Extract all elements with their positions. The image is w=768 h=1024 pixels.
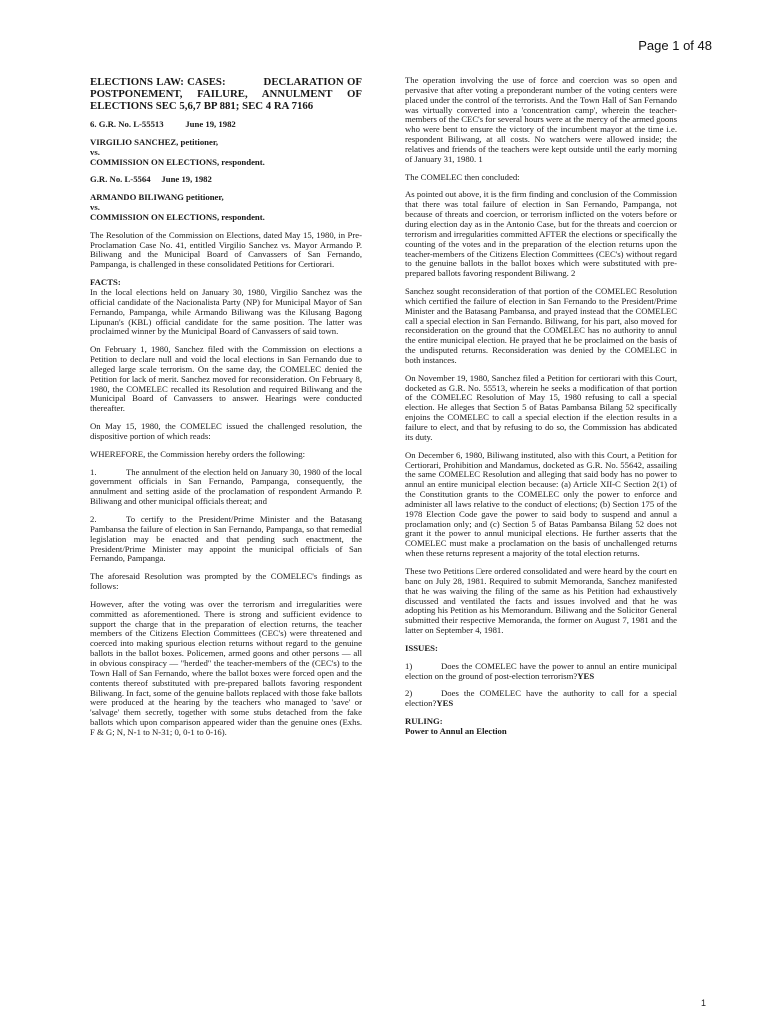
- issue-1-number: 1): [405, 660, 413, 671]
- case1-respondent: COMMISSION ON ELECTIONS, respondent.: [90, 156, 265, 167]
- order-item-2-number: 2.: [90, 514, 97, 524]
- issue-2-answer: YES: [436, 698, 454, 709]
- aforesaid-paragraph: The aforesaid Resolution was prompted by the COMELEC's findings as follows:: [90, 571, 362, 592]
- issue-2: [405, 689, 677, 709]
- consolidated-paragraph: These two Petitions □ere ordered consolidated and were heard by the court en banc on July 28, 1981. Required to submit Memoranda, Sanchez manifested that he was waiving the filing of the same as his Petition had exhaustively discussed and ventilated the facts and issues involved and that he was adopting his Petition as his Memorandum. Biliwang and the Solicitor General submitted their respective Memoranda, the former on August 7, 1981 and the latter on September 4, 1981.: [405, 565, 677, 636]
- left-column: [90, 76, 362, 746]
- order-item-1: [90, 468, 362, 507]
- pointed-out-paragraph: As pointed out above, it is the firm finding and conclusion of the Commission that there was total failure of election in San Fernando, Pampanga, not because of threats and coercion, or terrorism inflicted on the voters before or during election day as in the Antonio Case, but for the threats and coercion or terrorism and irregularities committed AFTER the elections or specifically the counting of the votes and in the preparation of the election returns upon the teacher-members of the Citizens Election Committees (CEC's) without regard to the genuine ballots in the ballot boxes which were substituted with pre-prepared ballots favoring respondent Biliwang. 2: [405, 189, 677, 279]
- concluded-paragraph: The COMELEC then concluded:: [405, 171, 520, 182]
- issue-1: [405, 662, 677, 682]
- case1-vs: vs.: [90, 146, 100, 157]
- dec6-paragraph: On December 6, 1980, Biliwang instituted, also with this Court, a Petition for Certiorari, Prohibition and Mandamus, docketed as G.R. No. 55642, assailing the same COMELEC Resolution and alleging that said body has no power to annul an entire municipal election because: (a) Article XII-C Section 2(1) of the Constitution grants to the COMELEC only the power to enforce and administer all laws relative to the conduct of elections; (b) Section 175 of the 1978 Election Code gave the power to said body to suspend and annul a proclamation only; and (c) Section 5 of Batas Pambansa Bilang 52 does not grant it the power to annul municipal elections. He further asserts that the COMELEC must make a proclamation on the basis of unchallenged returns when these returns represent a majority of the total election returns.: [405, 449, 677, 559]
- case2-respondent: COMMISSION ON ELECTIONS, respondent.: [90, 211, 265, 222]
- title-part-a: ELECTIONS LAW: CASES:: [90, 76, 226, 88]
- operation-paragraph: The operation involving the use of force and coercion was so open and pervasive that after voting a preponderant number of the voting centers were placed under the control of the terrorists. And the Town Hall of San Fernando was virtually converted into a 'concentration camp', wherein the teacher-members of the CEC's for several hours were at the mercy of the armed goons who were bent to ensure the victory of the incumbent mayor at the time i.e. respondent Biliwang, at all costs. No watchers were allowed inside; the relatives and friends of the teachers were kept outside until the early morning of January 31, 1980. 1: [405, 75, 677, 164]
- issue-2-number: 2): [405, 688, 413, 699]
- ruling-subheading: Power to Annul an Election: [405, 725, 507, 736]
- ruling-heading: RULING:: [405, 716, 443, 727]
- intro-paragraph: The Resolution of the Commission on Elections, dated May 15, 1980, in Pre-Proclamation Case No. 41, entitled Virgilio Sanchez vs. Mayor Armando P. Biliwang and the Municipal Board of Canvassers of San Fernando, Pampanga, is challenged in these consolidated Petitions for Certiorari.: [90, 229, 362, 270]
- order-item-2-text: To certify to the President/Prime Minister and the Batasang Pambansa the failure of election in San Fernando, Pampanga, so that remedial legislation may be enacted and that pending such enactment, the President/Prime Minister may appoint the municipal officials of San Fernando, Pampanga.: [90, 514, 362, 564]
- sanchez-sought-paragraph: Sanchez sought reconsideration of that portion of the COMELEC Resolution which certified the failure of election in San Fernando to the President/Prime Minister and the Batasang Pambansa, and prayed instead that the COMELEC call a special election in San Fernando. Biliwang, for his part, also moved for reconsideration on the ground that the COMELEC has no authority to annul the entire municipal election. He prayed that he be proclaimed on the basis of the undisputed returns. Reconsideration was denied by the COMELEC in both instances.: [405, 286, 677, 365]
- case2-vs: vs.: [90, 202, 100, 213]
- right-column: [405, 76, 677, 737]
- however-paragraph: However, after the voting was over the terrorism and irregularities were committed as aforementioned. There is strong and sufficient evidence to support the charge that in the preparation of election returns, the teacher members of the Citizens Election Committees (CEC's) were threatened and coerced into making spurious election returns without regard to the genuine ballots in the ballot boxes. Policemen, armed goons and other persons — all in obvious conspiracy — "herded" the teacher-members of the (CEC's) to the Town Hall of San Fernando, where the ballot boxes were forced open and the contents thereof substituted with pre-prepared ballots favoring respondent Biliwang. In fact, some of the genuine ballots replaced with those fake ballots were produced at the hearing by the teachers who managed to 'save' or 'salvage' them secretly, together with some stubs detached from the fake ballots which upon comparison appeared wider than the genuine ones (Exhs. F & G; N, N-1 to N-31; 0, 0-1 to 0-16).: [90, 598, 362, 737]
- facts-paragraph-1: In the local elections held on January 30, 1980, Virgilio Sanchez was the official candidate of the Nacionalista Party (NP) for Municipal Mayor of San Fernando, Pampanga, while Armando Biliwang was the Kilusang Bagong Lipunan's (KBL) official candidate for the same position. The latter was proclaimed winner by the Municipal Board of Canvassers of said town.: [90, 286, 362, 337]
- issue-1-text: Does the COMELEC have the power to annul an entire municipal election on the ground of post-election terrorism?: [405, 660, 677, 681]
- issues-heading: ISSUES:: [405, 642, 438, 653]
- case1-petitioner: VIRGILIO SANCHEZ, petitioner,: [90, 136, 219, 147]
- page-number-header: Page 1 of 48: [638, 38, 712, 53]
- facts-paragraph-3: On May 15, 1980, the COMELEC issued the challenged resolution, the dispositive portion of which reads:: [90, 421, 362, 441]
- case2-petitioner: ARMANDO BILIWANG petitioner,: [90, 192, 224, 203]
- facts-heading: FACTS:: [90, 277, 121, 288]
- case-number-1: 6. G.R. No. L-55513 June 19, 1982: [90, 119, 236, 129]
- order-item-1-number: 1.: [90, 466, 97, 477]
- case-number-2: G.R. No. L-5564 June 19, 1982: [90, 174, 212, 185]
- document-title: [90, 76, 362, 112]
- wherefore-paragraph: WHEREFORE, the Commission hereby orders the following:: [90, 448, 305, 459]
- order-item-2: [90, 515, 362, 564]
- title-part-b: DECLARATION OF POSTPONEMENT, FAILURE, ANNULMENT OF ELECTIONS SEC 5,6,7 BP 881; SEC 4 RA 7166: [90, 76, 362, 112]
- order-item-1-text: The annulment of the election held on January 30, 1980 of the local government officials in San Fernando, Pampanga, consequently, the annulment and setting aside of the proclamation of respondent Armando P. Biliwang and other municipal officials thereat; and: [90, 466, 362, 507]
- facts-paragraph-2: On February 1, 1980, Sanchez filed with the Commission on elections a Petition to declare null and void the local elections in San Fernando due to alleged large scale terrorism. On the same day, the COMELEC denied the Petition for lack of merit. Sanchez moved for reconsideration. On February 8, 1980, the COMELEC recalled its Resolution and required Biliwang and the Municipal Board of Canvassers to answer. Hearings were conducted thereafter.: [90, 344, 362, 414]
- issue-1-answer: YES: [577, 670, 595, 681]
- issue-2-text: Does the COMELEC have the authority to call for a special election?: [405, 688, 677, 709]
- page-number-footer: 1: [700, 998, 706, 1008]
- nov19-paragraph: On November 19, 1980, Sanchez filed a Petition for certiorari with this Court, docketed as G.R. No. 55513, wherein he seeks a modification of that portion of the COMELEC Resolution of May 15, 1980 refusing to call a special election. He alleges that Section 5 of Batas Pambansa Bilang 52 specifically enjoins the COMELEC to call a special election if the election results in a failure to elect, and that by refusing to do so, the Commission has abdicated its duty.: [405, 372, 677, 442]
